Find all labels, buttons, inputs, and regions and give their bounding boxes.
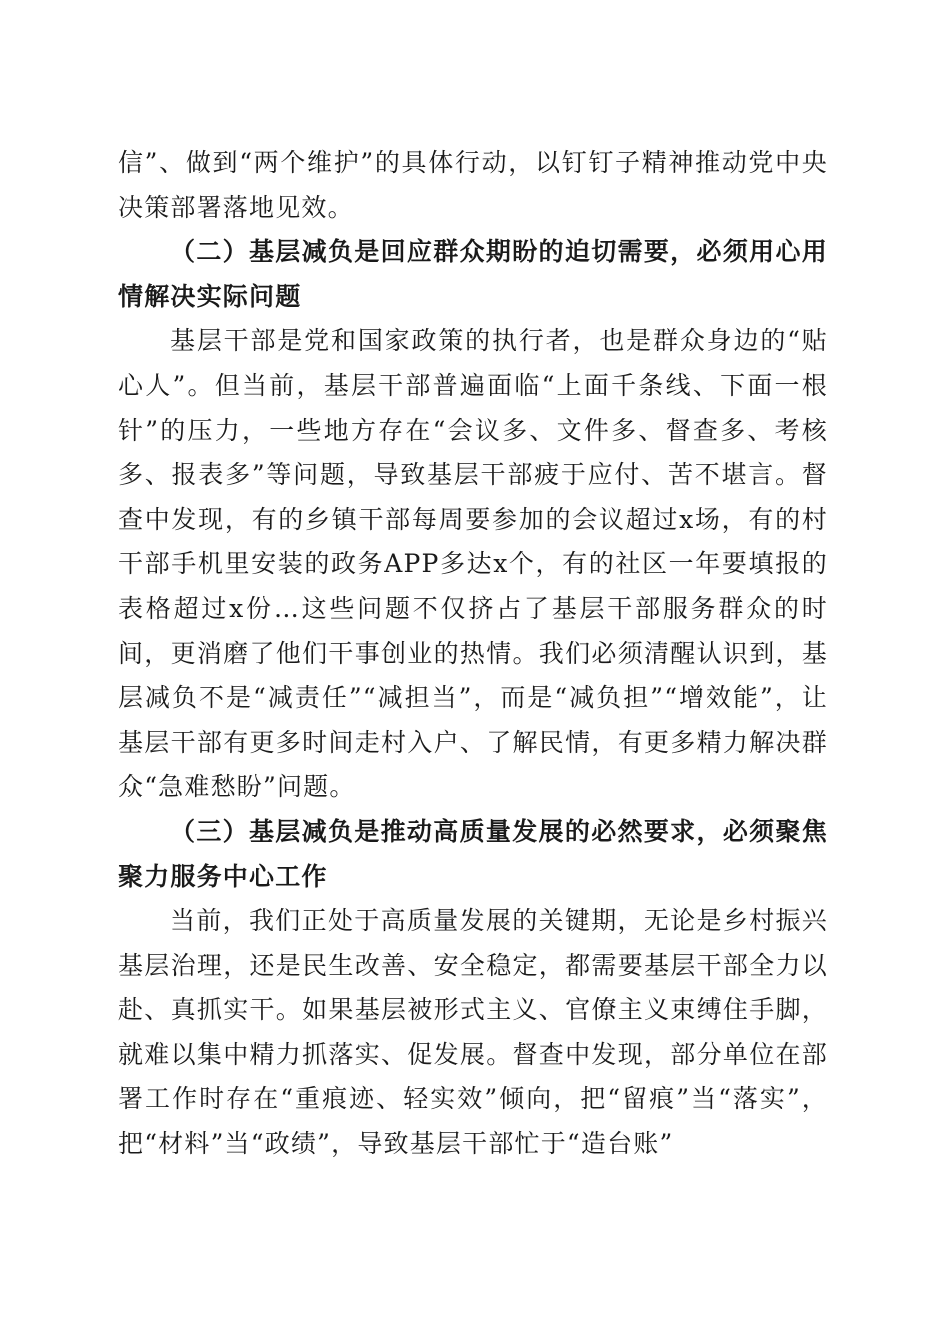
paragraph-continuation: 信”、做到“两个维护”的具体行动，以钉钉子精神推动党中央决策部署落地见效。 <box>118 148 828 222</box>
paragraph-body: 基层干部是党和国家政策的执行者，也是群众身边的“贴心人”。但当前，基层干部普遍面临“上面千条线、下面一根针”的压力，一些地方存在“会议多、文件多、督查多、考核多、报表多”等问题，导致基层干部疲于应付、苦不堪言。督查中发现，有的乡镇干部每周要参加的会议超过x场，有的村干部手机里安装的政务APP多达x个，有的社区一年要填报的表格超过x份…这些问题不仅挤占了基层干部服务群众的时间，更消磨了他们干事创业的热情。我们必须清醒认识到，基层减负不是“减责任”“减担当”，而是“减负担”“增效能”，让基层干部有更多时间走村入户、了解民情，有更多精力解决群众“急难愁盼”问题。 <box>118 326 828 802</box>
paragraph-body: 当前，我们正处于高质量发展的关键期，无论是乡村振兴基层治理，还是民生改善、安全稳定，都需要基层干部全力以赴、真抓实干。如果基层被形式主义、官僚主义束缚住手脚，就难以集中精力抓落实、促发展。督查中发现，部分单位在部署工作时存在“重痕迹、轻实效”倾向，把“留痕”当“落实”，把“材料”当“政绩”，导致基层干部忙于“造台账” <box>118 906 828 1159</box>
document-body <box>118 141 828 1167</box>
section-heading-2: （二）基层减负是回应群众期盼的迫切需要，必须用心用情解决实际问题 <box>118 237 828 311</box>
section-heading-3: （三）基层减负是推动高质量发展的必然要求，必须聚焦聚力服务中心工作 <box>118 816 828 891</box>
